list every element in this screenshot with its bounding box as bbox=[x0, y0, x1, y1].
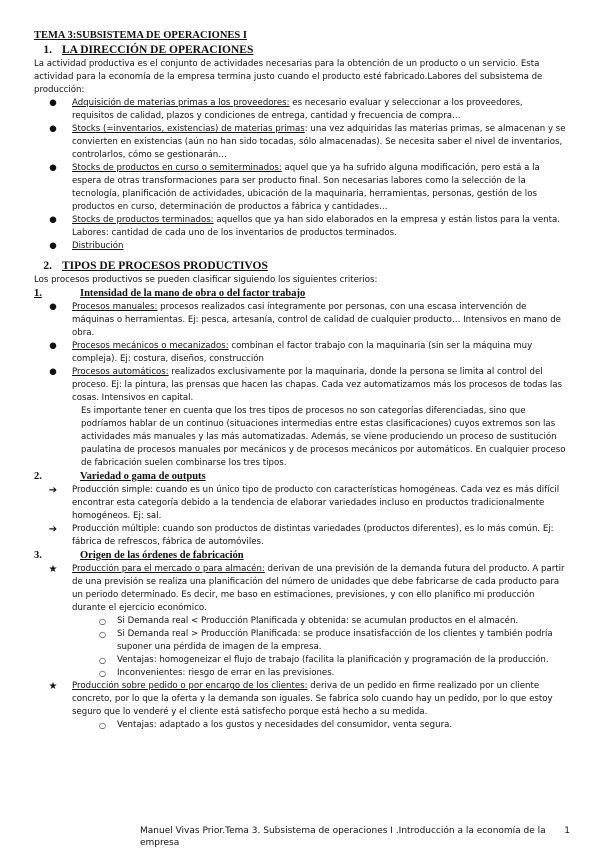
list-item bbox=[34, 301, 566, 340]
list-item bbox=[34, 484, 566, 523]
item-text: Producción múltiple: cuando son productos de distintas variedades (productos diferentes), es lo más común. Ej: fábrica de refrescos, fábrica de automóviles. bbox=[72, 524, 554, 547]
section-1-intro: La actividad productiva es el conjunto de actividades necesarias para la obtención de un producto o un servicio. Esta actividad para la economía de la empresa termina justo cuando el producto esté fabricado.Labores del subsistema de producción: bbox=[34, 59, 543, 95]
section-1-title: LA DIRECCIÓN DE OPERACIONES bbox=[62, 44, 254, 56]
list-item bbox=[34, 340, 566, 366]
criterion-3-title: Origen de las órdenes de fabricación bbox=[80, 550, 244, 561]
order-production-sublist bbox=[34, 719, 566, 732]
list-item bbox=[34, 680, 566, 719]
item-term: Procesos manuales: bbox=[72, 302, 158, 312]
page-number: 1 bbox=[564, 826, 570, 836]
star-icon: ★ bbox=[48, 564, 58, 575]
item-term: Producción sobre pedido o por encargo de los clientes: bbox=[72, 681, 308, 691]
criterion-2-title: Variedad o gama de outputs bbox=[80, 471, 206, 482]
list-item bbox=[34, 523, 566, 549]
item-term: Stocks de productos terminados: bbox=[72, 215, 214, 225]
item-term: Stocks de productos en curso o semiterminados: bbox=[72, 163, 282, 173]
bullet-icon: ● bbox=[49, 124, 57, 134]
sublist-text: Si Demanda real > Producción Planificada: se produce insatisfacción de los clientes y también podría suponer una pérdida de imagen de la empresa. bbox=[117, 629, 553, 652]
item-text: derivan de una previsión de la demanda futura del producto. A partir de una previsión se realiza una planificación del número de unidades que debe fabricarse de cada producto para un periodo determinado. Es decir, me baso en estimaciones, previsiones, y con ello planifico mi producción durante el ejercicio económico. bbox=[72, 564, 565, 613]
section-1-number: 1. bbox=[43, 44, 52, 56]
item-text: combinan el factor trabajo con la maquinaria (sin ser la máquina muy compleja). Ej: costura, diseños, construcción bbox=[72, 341, 533, 364]
item-text: procesos realizados casi íntegramente por personas, con una escasa intervención de máquinas o herramientas. Ej: pesca, artesanía, control de calidad de cualquier producto… Intensivos en mano de obra. bbox=[72, 302, 561, 338]
criterion-2-number: 2. bbox=[34, 471, 42, 482]
item-text: : una vez adquiridas las materias primas, se almacenan y se convierten en existencias (aún no han sido tocadas, sólo almacenadas). Se necesita saber el nivel de inventarios, controlarlos, cómo se gestionarán… bbox=[72, 124, 566, 160]
section-2-number: 2. bbox=[43, 260, 52, 272]
criterion-1-note: Es importante tener en cuenta que los tres tipos de procesos no son categorías diferenciadas, sino que podríamos hablar de un continuo (situaciones intermedias entre estas clasificaciones) cuyos extremos son las actividades más manuales y las más automatizadas. Además, se viene produciendo un proceso de sustitución paulatina de procesos manuales por mecánicos y de procesos mecánicos por automáticos. En cualquier proceso de fabricación suelen combinarse los tres tipos. bbox=[81, 406, 566, 468]
arrow-icon: ➔ bbox=[48, 485, 58, 496]
circle-bullet-icon: ○ bbox=[99, 721, 106, 730]
circle-bullet-icon: ○ bbox=[99, 617, 106, 626]
output-variety-list bbox=[34, 484, 566, 549]
bullet-icon: ● bbox=[49, 367, 57, 377]
sublist-text: Ventajas: adaptado a los gustos y necesidades del consumidor, venta segura. bbox=[117, 720, 453, 730]
bullet-icon: ● bbox=[49, 215, 57, 225]
bullet-icon: ● bbox=[49, 302, 57, 312]
criterion-1-title: Intensidad de la mano de obra o del factor trabajo bbox=[80, 288, 306, 299]
criterion-1-number: 1. bbox=[34, 288, 42, 299]
circle-bullet-icon: ○ bbox=[99, 669, 106, 678]
list-item bbox=[34, 214, 566, 240]
item-term: Procesos automáticos: bbox=[72, 367, 169, 377]
market-production-sublist bbox=[34, 615, 566, 680]
bullet-icon: ● bbox=[49, 241, 57, 251]
sublist-text: Inconvenientes: riesgo de errar en las previsiones. bbox=[117, 668, 335, 678]
sublist-item bbox=[34, 719, 566, 732]
item-text: Producción simple: cuando es un único tipo de producto con características homogéneas. Cada vez es más difícil encontrar esta categoría debido a la tendencia de elaborar variedades incluso en productos tradicionalmente homogéneos. Ej: sal. bbox=[72, 485, 560, 521]
list-item bbox=[34, 97, 566, 123]
criterion-3-heading bbox=[34, 549, 566, 563]
sublist-item bbox=[34, 615, 566, 628]
criterion-1-heading bbox=[34, 287, 566, 301]
item-term: Producción para el mercado o para almacén: bbox=[72, 564, 265, 574]
section-2-intro: Los procesos productivos se pueden clasificar siguiendo los siguientes criterios: bbox=[34, 275, 378, 285]
list-item bbox=[34, 563, 566, 615]
page-footer bbox=[140, 825, 570, 849]
list-item bbox=[34, 123, 566, 162]
production-tasks-list bbox=[34, 97, 566, 253]
item-text: aquel que ya ha sufrido alguna modificación, pero está a la espera de otras transformaciones para ser producto final. Son necesarias labores como la selección de la tecnología, planificación de actividades, ubicación de la maquinaria, herramientas, personas, gestión de los productos en curso, determinación de productos a fábrica y cantidades… bbox=[72, 163, 540, 212]
sublist-item bbox=[34, 667, 566, 680]
item-text: es necesario evaluar y seleccionar a los proveedores, requisitos de calidad, plazos y condiciones de entrega, cantidad y frecuencia de compra… bbox=[72, 98, 523, 121]
bullet-icon: ● bbox=[49, 163, 57, 173]
list-item bbox=[34, 162, 566, 214]
star-icon: ★ bbox=[48, 681, 58, 692]
item-term: Procesos mecánicos o mecanizados: bbox=[72, 341, 229, 351]
sublist-item bbox=[34, 628, 566, 654]
list-item bbox=[34, 366, 566, 405]
item-text: aquellos que ya han sido elaborados en la empresa y están listos para la venta. Labores: cantidad de cada uno de los inventarios de productos terminados. bbox=[72, 215, 560, 238]
document-title: TEMA 3:SUBSISTEMA DE OPERACIONES I bbox=[34, 30, 247, 41]
criterion-2-heading bbox=[34, 470, 566, 484]
item-text: realizados exclusivamente por la maquinaria, donde la persona se limita al control del proceso. Ej: la pintura, las prensas que hacen las chapas. Cada vez automatizamos más los procesos de todas las cosas. Intensivos en capital. bbox=[72, 367, 563, 403]
circle-bullet-icon: ○ bbox=[99, 630, 106, 639]
list-item bbox=[34, 240, 566, 253]
sublist-text: Ventajas: homogeneizar el flujo de trabajo (facilita la planificación y programación de la producción. bbox=[117, 655, 549, 665]
footer-text: Manuel Vivas Prior.Tema 3. Subsistema de operaciones I .Introducción a la economía de la empresa bbox=[140, 826, 546, 848]
item-term: Stocks (=inventarios, existencias) de materias primas bbox=[72, 124, 305, 134]
sublist-item bbox=[34, 654, 566, 667]
section-2-heading bbox=[34, 259, 566, 274]
sublist-text: Si Demanda real < Producción Planificada y obtenida: se acumulan productos en el almacén. bbox=[117, 616, 519, 626]
item-term: Distribución bbox=[72, 241, 124, 251]
section-1-heading bbox=[34, 43, 566, 58]
criterion-3-number: 3. bbox=[34, 550, 42, 561]
process-types-list bbox=[34, 301, 566, 405]
order-origin-list bbox=[34, 563, 566, 615]
bullet-icon: ● bbox=[49, 341, 57, 351]
section-2-title: TIPOS DE PROCESOS PRODUCTIVOS bbox=[62, 260, 268, 272]
bullet-icon: ● bbox=[49, 98, 57, 108]
page-content bbox=[34, 29, 566, 732]
order-origin-list-2 bbox=[34, 680, 566, 719]
item-text: deriva de un pedido en firme realizado por un cliente concreto, por lo que la oferta y la demanda son iguales. Se fabrica solo cuando hay un pedido, por lo que estoy seguro que lo venderé y el cliente está satisfecho porque está hecho a su medida. bbox=[72, 681, 553, 717]
arrow-icon: ➔ bbox=[48, 524, 58, 535]
item-term: Adquisición de materias primas a los proveedores: bbox=[72, 98, 290, 108]
circle-bullet-icon: ○ bbox=[99, 656, 106, 665]
